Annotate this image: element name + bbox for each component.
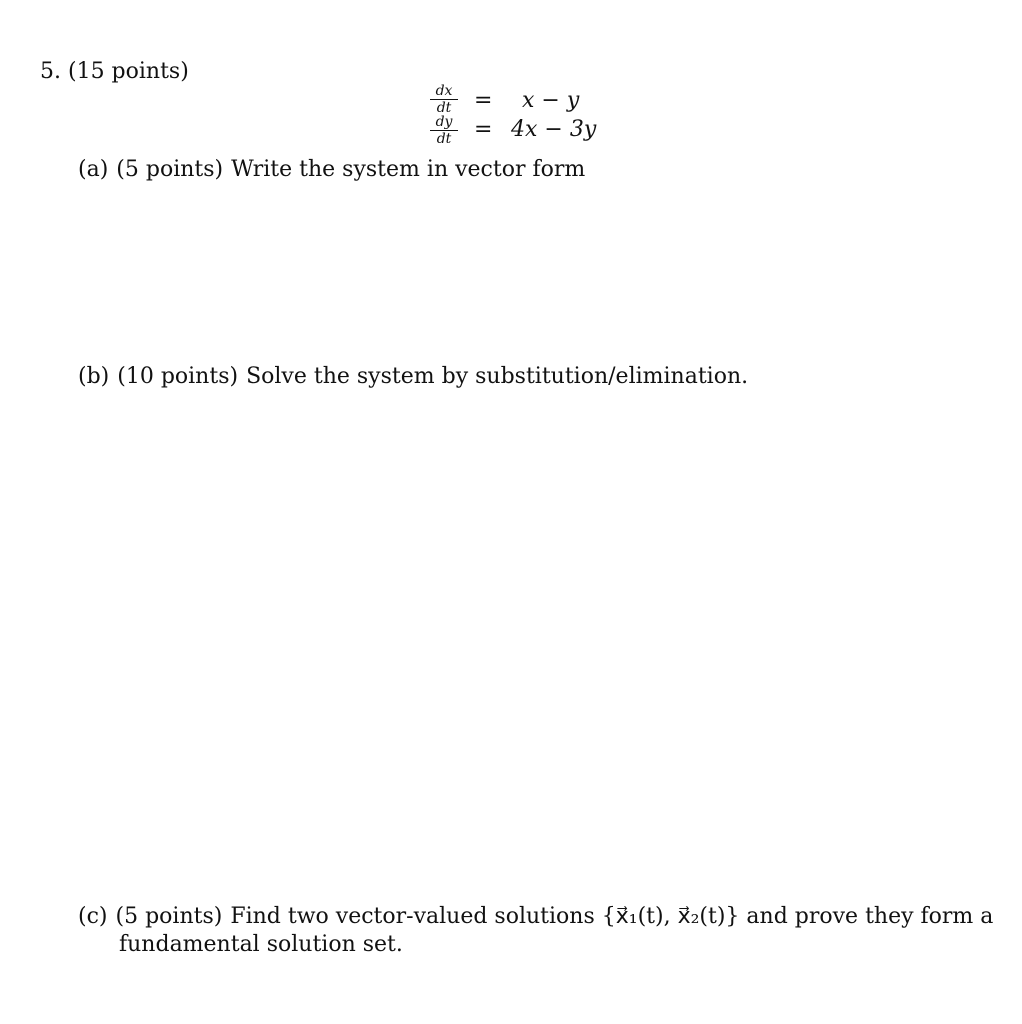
part-c-points: (5 points) bbox=[115, 904, 223, 929]
fraction-numerator: dy bbox=[435, 114, 453, 130]
problem-header: 5. (15 points) bbox=[40, 59, 189, 84]
equals-sign: = bbox=[474, 117, 493, 142]
equals-sign: = bbox=[474, 88, 493, 113]
equation-rhs-2: 4x − 3y bbox=[511, 117, 597, 142]
part-c-text-line2: fundamental solution set. bbox=[119, 932, 403, 957]
part-a-label: (a) bbox=[78, 157, 109, 182]
part-b-text: Solve the system by substitution/elimination. bbox=[246, 364, 749, 389]
part-b-label: (b) bbox=[78, 364, 110, 389]
part-a-points: (5 points) bbox=[116, 157, 224, 182]
fraction-denominator: dt bbox=[436, 100, 452, 116]
part-a-text: Write the system in vector form bbox=[231, 157, 586, 182]
part-c bbox=[78, 903, 993, 931]
part-a bbox=[78, 156, 585, 184]
part-b-points: (10 points) bbox=[117, 364, 239, 389]
equation-system bbox=[428, 84, 618, 154]
part-c-text-line1: Find two vector-valued solutions {x⃗₁(t), x⃗₂(t)} and prove they form a bbox=[230, 904, 994, 929]
fraction-denominator: dt bbox=[436, 131, 452, 147]
derivative-dx-dt bbox=[430, 84, 458, 115]
part-b bbox=[78, 363, 748, 391]
part-c-label: (c) bbox=[78, 904, 108, 929]
equation-rhs-1: x − y bbox=[522, 88, 580, 113]
fraction-numerator: dx bbox=[435, 83, 453, 99]
derivative-dy-dt bbox=[430, 115, 458, 146]
